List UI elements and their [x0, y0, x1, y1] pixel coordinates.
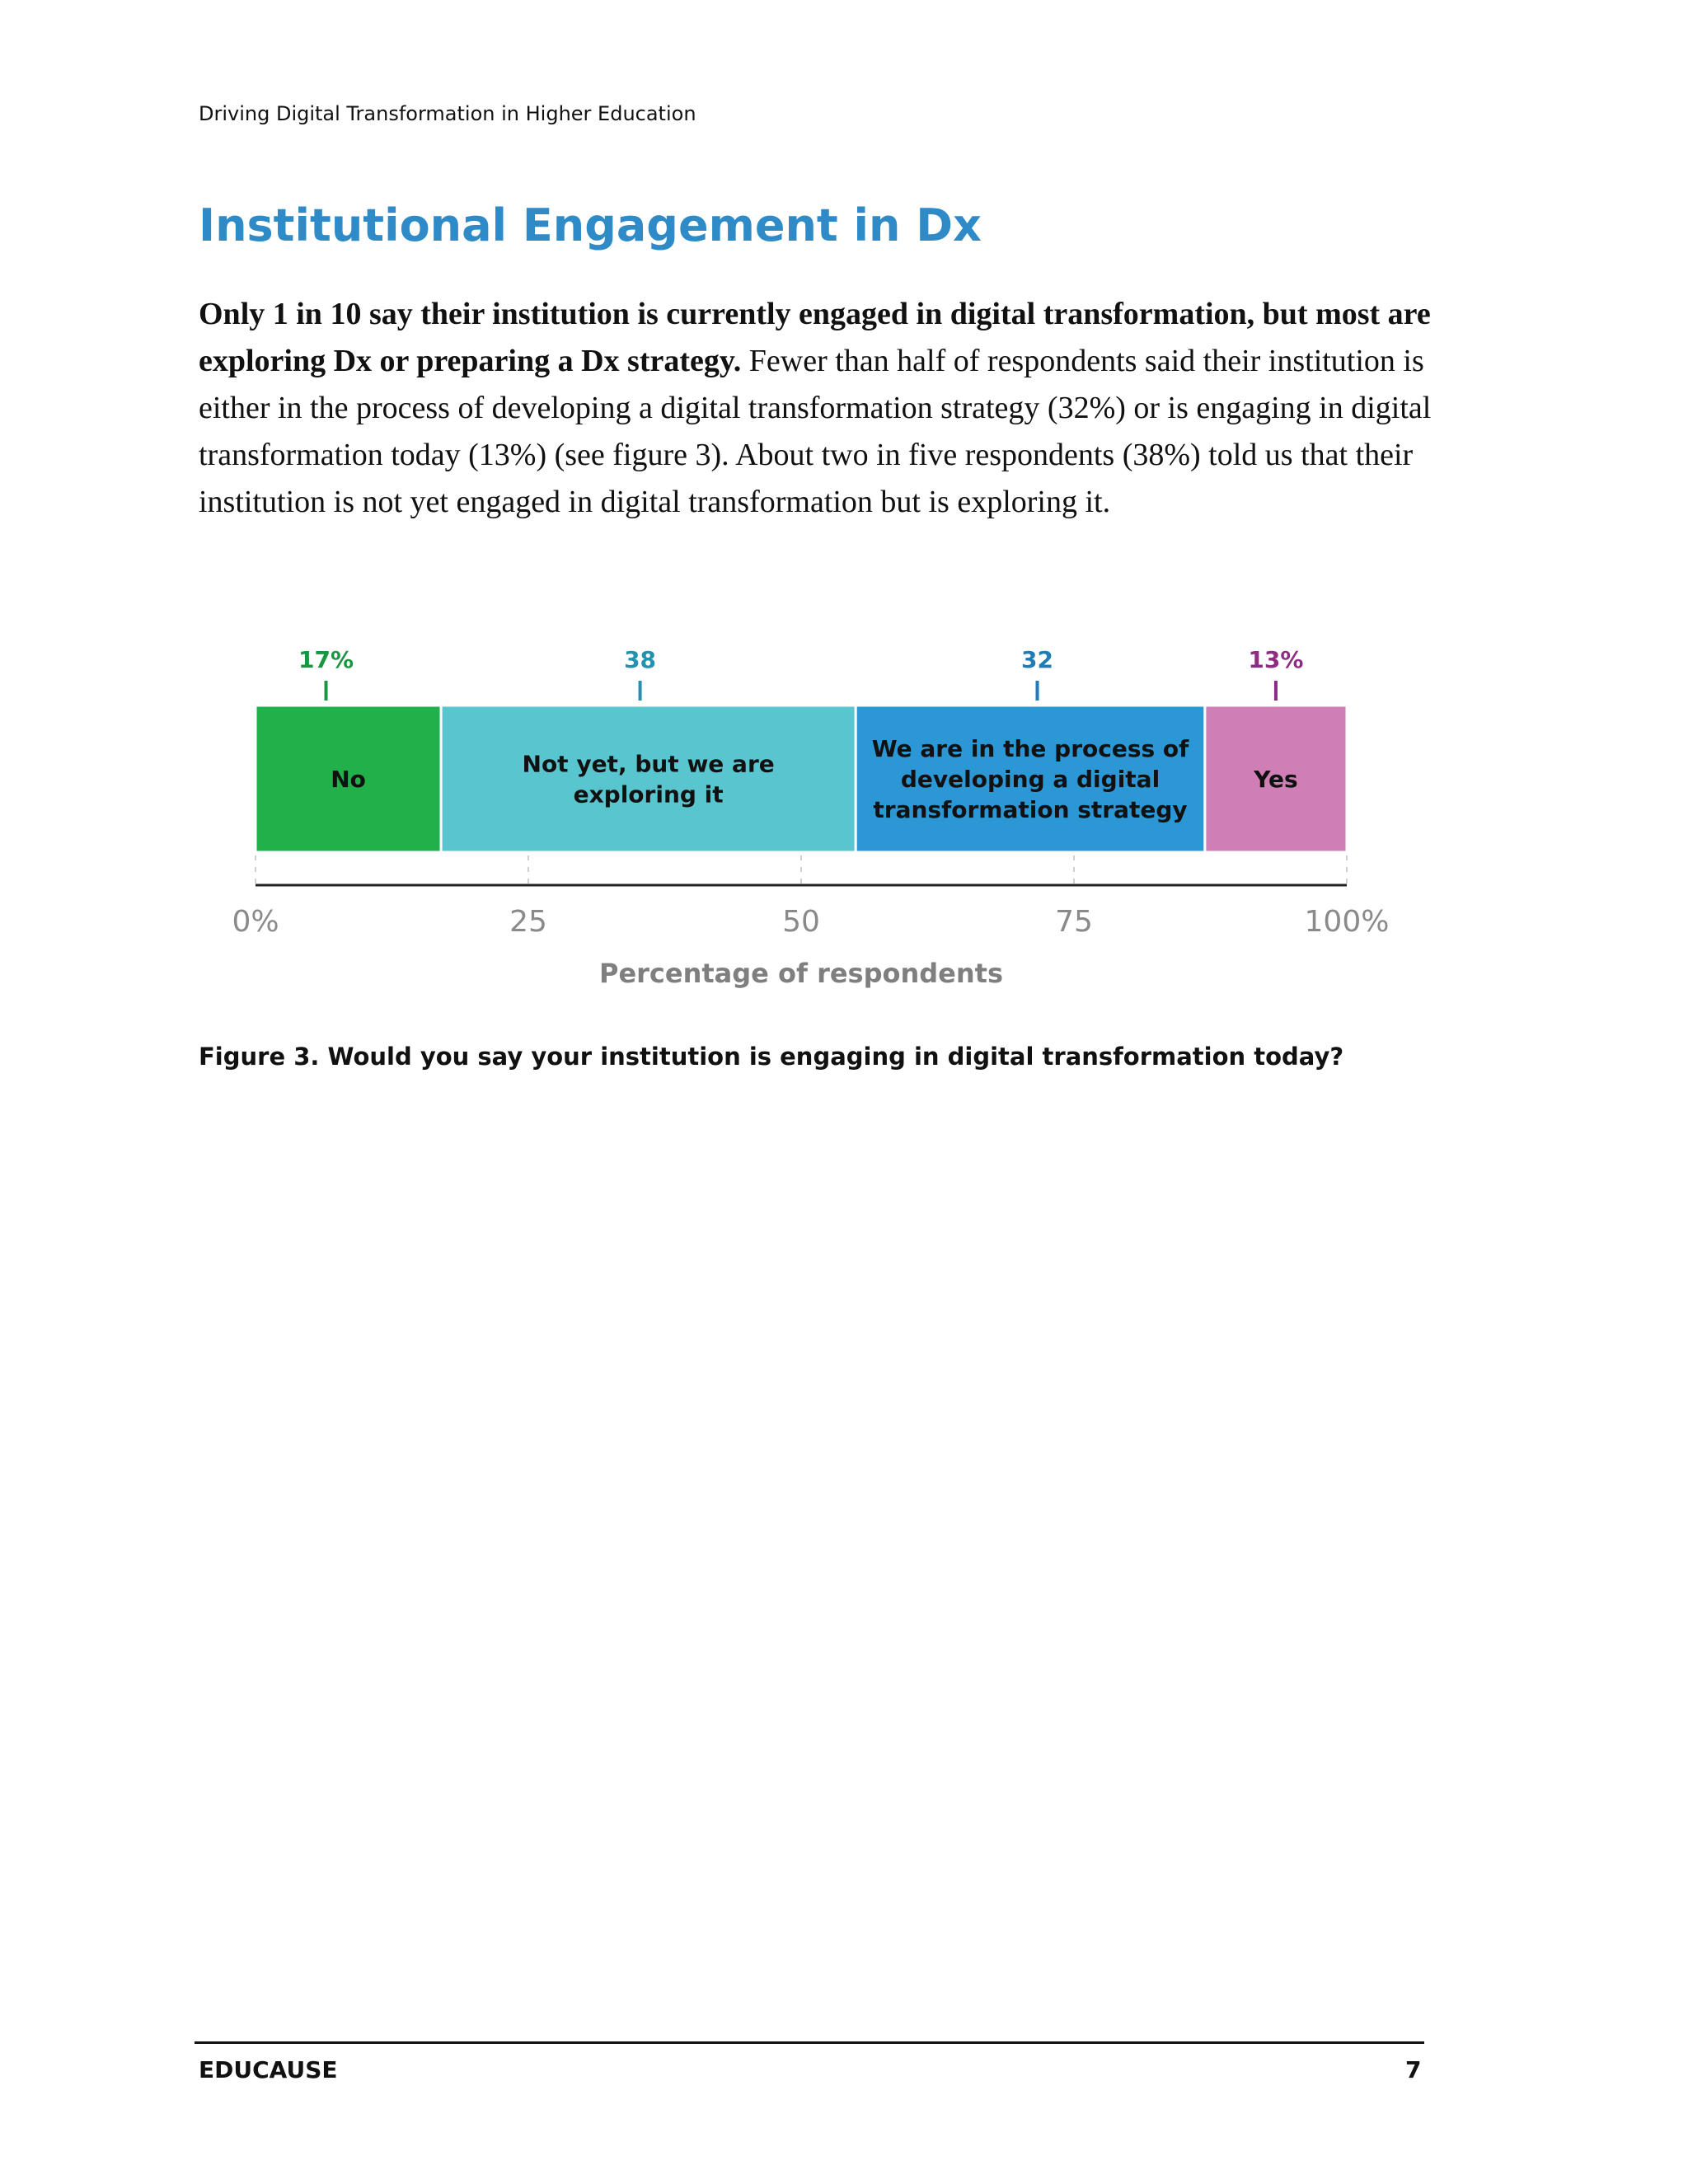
bar-segment [1205, 646, 1347, 852]
x-axis-ticks [232, 905, 1389, 939]
x-tick-label: 50 [782, 905, 820, 939]
x-tick-label: 75 [1055, 905, 1093, 939]
value-label: 17% [298, 646, 354, 673]
bar-segments [256, 646, 1347, 852]
value-label: 38 [624, 646, 657, 673]
bar-segment [256, 646, 441, 852]
segment-label: Not yet, but we are exploring it [522, 750, 775, 808]
bar-segment [441, 646, 856, 852]
stacked-bar-chart [0, 626, 1688, 1005]
bar-segment [856, 646, 1205, 852]
bar-rect [441, 705, 856, 852]
page-number: 7 [1405, 2056, 1422, 2083]
value-label: 13% [1248, 646, 1304, 673]
segment-label: We are in the process of developing a digital transformation strategy [871, 735, 1189, 823]
intro-body-text: Fewer than half of respondents said their institution is either in the process of developing a digital transformation strategy (32%) or is engaging in digital transformation today (13%) (see figure 3). About two in five respondents (38%) told us that their institution is not yet engaged in digital transformation but is exploring it. [199, 344, 1432, 519]
figure-caption: Figure 3. Would you say your institution is engaging in digital transformation today? [199, 1043, 1344, 1071]
value-label: 32 [1021, 646, 1053, 673]
segment-label: Yes [1254, 766, 1298, 793]
x-tick-label: 100% [1304, 905, 1390, 939]
running-header: Driving Digital Transformation in Higher Education [199, 102, 696, 125]
footer-publisher: EDUCAUSE [199, 2056, 338, 2083]
segment-label: No [331, 766, 366, 793]
x-tick-label: 0% [232, 905, 279, 939]
footer-rule [195, 2041, 1424, 2044]
section-title: Institutional Engagement in Dx [199, 199, 982, 251]
intro-paragraph [199, 291, 1451, 526]
x-axis-label: Percentage of respondents [598, 958, 1004, 989]
intro-bold-lead: Only 1 in 10 say their institution is currently engaged in digital transformation, but most are exploring Dx or preparing a Dx strategy. [199, 297, 1431, 378]
x-tick-label: 25 [509, 905, 547, 939]
